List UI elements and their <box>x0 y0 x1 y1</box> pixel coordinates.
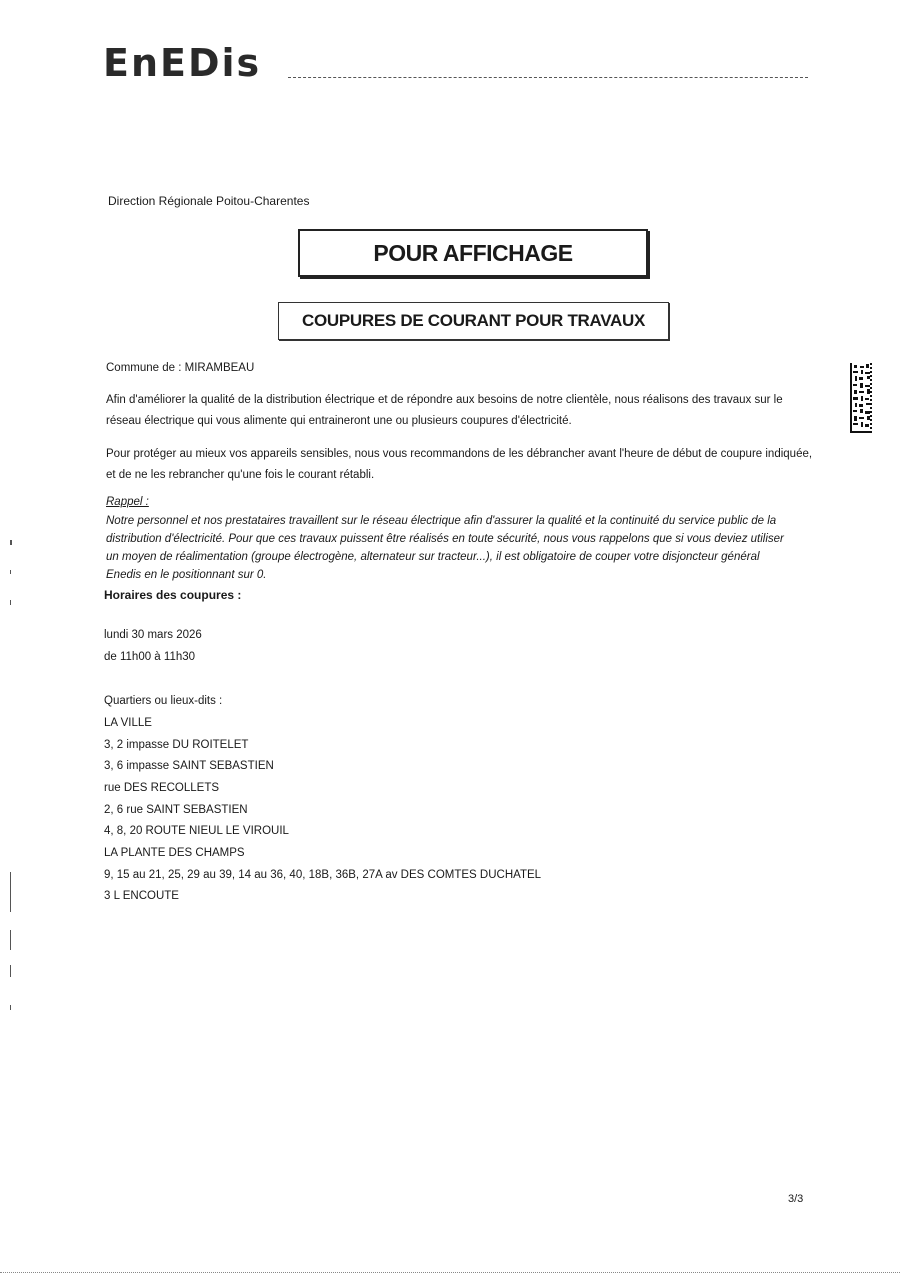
commune-line: Commune de : MIRAMBEAU <box>106 362 255 374</box>
pour-affichage-box <box>298 229 648 277</box>
quartier-item: 2, 6 rue SAINT SEBASTIEN <box>104 804 248 816</box>
direction-label: Direction Régionale Poitou-Charentes <box>108 194 310 208</box>
margin-mark <box>10 600 11 605</box>
pour-affichage-title: POUR AFFICHAGE <box>373 239 573 266</box>
margin-mark <box>10 930 11 950</box>
quartier-item: rue DES RECOLLETS <box>104 782 220 794</box>
margin-mark <box>10 570 11 574</box>
bottom-edge <box>0 1272 900 1273</box>
rappel-title: Rappel : <box>106 496 149 508</box>
page-number: 3/3 <box>788 1193 804 1205</box>
quartier-item: LA PLANTE DES CHAMPS <box>104 847 245 859</box>
margin-mark <box>10 872 11 912</box>
coupures-title: COUPURES DE COURANT POUR TRAVAUX <box>301 311 645 330</box>
enedis-logo: EnEDis <box>103 41 262 85</box>
margin-mark <box>10 1005 11 1010</box>
header-divider <box>288 77 808 78</box>
quartiers-title: Quartiers ou lieux-dits : <box>104 695 223 707</box>
coupure-date: lundi 30 mars 2026 <box>104 629 202 641</box>
coupures-box <box>278 302 669 340</box>
coupure-time: de 11h00 à 11h30 <box>104 651 196 663</box>
quartier-item: 3, 2 impasse DU ROITELET <box>104 739 249 751</box>
margin-mark <box>10 965 11 977</box>
recommendation-paragraph: Pour protéger au mieux vos appareils sensibles, nous vous recommandons de les débrancher avant l'heure de début de coupure indiquée, et de ne les rebrancher qu'une fois le courant rétabli. <box>106 448 813 481</box>
horaires-title: Horaires des coupures : <box>104 588 242 602</box>
rappel-body: Notre personnel et nos prestataires travaillent sur le réseau électrique afin d'assurer la qualité et la continuité du service public de la distribution d'électricité. Pour que ces travaux puissent être réalisés en toute sécurité, nous vous rappelons que si vous deviez utiliser un moyen de réalimentation (groupe électrogène, alternateur sur tracteur...), il est obligatoire de couper votre disjoncteur général Enedis en le positionnant sur 0. <box>106 515 784 581</box>
quartier-item: LA VILLE <box>104 717 152 729</box>
quartier-item: 9, 15 au 21, 25, 29 au 39, 14 au 36, 40, 18B, 36B, 27A av DES COMTES DUCHATEL <box>104 869 542 881</box>
quartier-item: 4, 8, 20 ROUTE NIEUL LE VIROUIL <box>104 825 289 837</box>
quartier-item: 3 L ENCOUTE <box>104 890 179 902</box>
intro-paragraph: Afin d'améliorer la qualité de la distribution électrique et de répondre aux besoins de notre clientèle, nous réalisons des travaux sur le réseau électrique qui vous alimente qui entraineront une ou plusieurs coupures d'électricité. <box>106 394 783 427</box>
margin-mark <box>10 540 12 545</box>
quartier-item: 3, 6 impasse SAINT SEBASTIEN <box>104 760 274 772</box>
datamatrix-code-icon <box>850 363 872 433</box>
